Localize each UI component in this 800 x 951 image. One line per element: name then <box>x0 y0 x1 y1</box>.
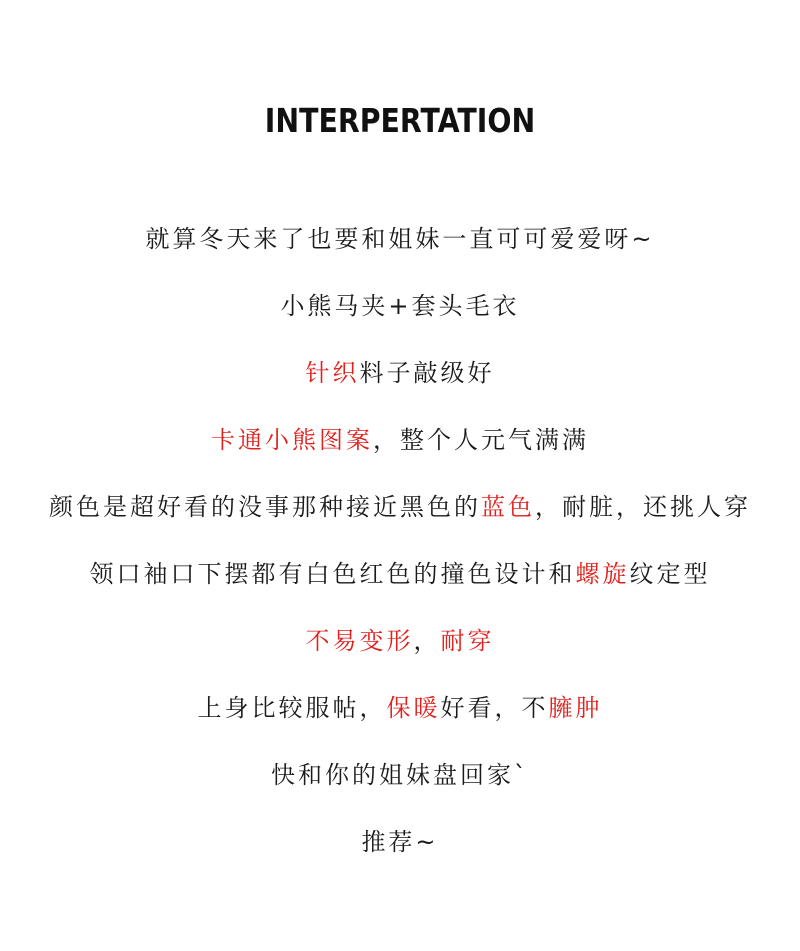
body-text: 小熊马夹+套头毛衣 <box>280 292 520 320</box>
description-line-8 <box>0 685 800 752</box>
description-line-3 <box>0 350 800 417</box>
highlight-text: 蓝色 <box>481 493 535 521</box>
description-line-4 <box>0 417 800 484</box>
body-text: 领口袖口下摆都有白色红色的撞色设计和 <box>89 560 576 588</box>
description-line-1 <box>0 216 800 283</box>
body-text: ， <box>413 627 441 655</box>
body-text: 就算冬天来了也要和姐妹一直可可爱爱呀~ <box>145 225 655 253</box>
body-text: 快和你的姐妹盘回家` <box>271 761 529 789</box>
highlight-text: 螺旋 <box>575 560 630 588</box>
description-line-7 <box>0 618 800 685</box>
description-line-9 <box>0 752 800 819</box>
highlight-text: 保暖 <box>386 694 441 722</box>
highlight-text: 针织 <box>305 359 360 387</box>
section-title: INTERPERTATION <box>264 101 536 140</box>
body-text: 颜色是超好看的没事那种接近黑色的 <box>49 493 481 521</box>
body-text: 好看，不 <box>440 694 549 722</box>
highlight-text: 卡通小熊图案 <box>211 426 373 454</box>
highlight-text: 不易变形 <box>305 627 414 655</box>
description-line-6 <box>0 551 800 618</box>
body-text: 纹定型 <box>629 560 711 588</box>
body-text: 上身比较服帖， <box>197 694 387 722</box>
highlight-text: 耐穿 <box>440 627 495 655</box>
body-text: 推荐~ <box>361 828 439 856</box>
highlight-text: 臃肿 <box>548 694 603 722</box>
description-line-10 <box>0 819 800 886</box>
description-lines <box>0 216 800 886</box>
body-text: ，耐脏，还挑人穿 <box>535 493 751 521</box>
body-text: 料子敲级好 <box>359 359 495 387</box>
body-text: ，整个人元气满满 <box>373 426 589 454</box>
description-line-2 <box>0 283 800 350</box>
description-line-5 <box>0 484 800 551</box>
